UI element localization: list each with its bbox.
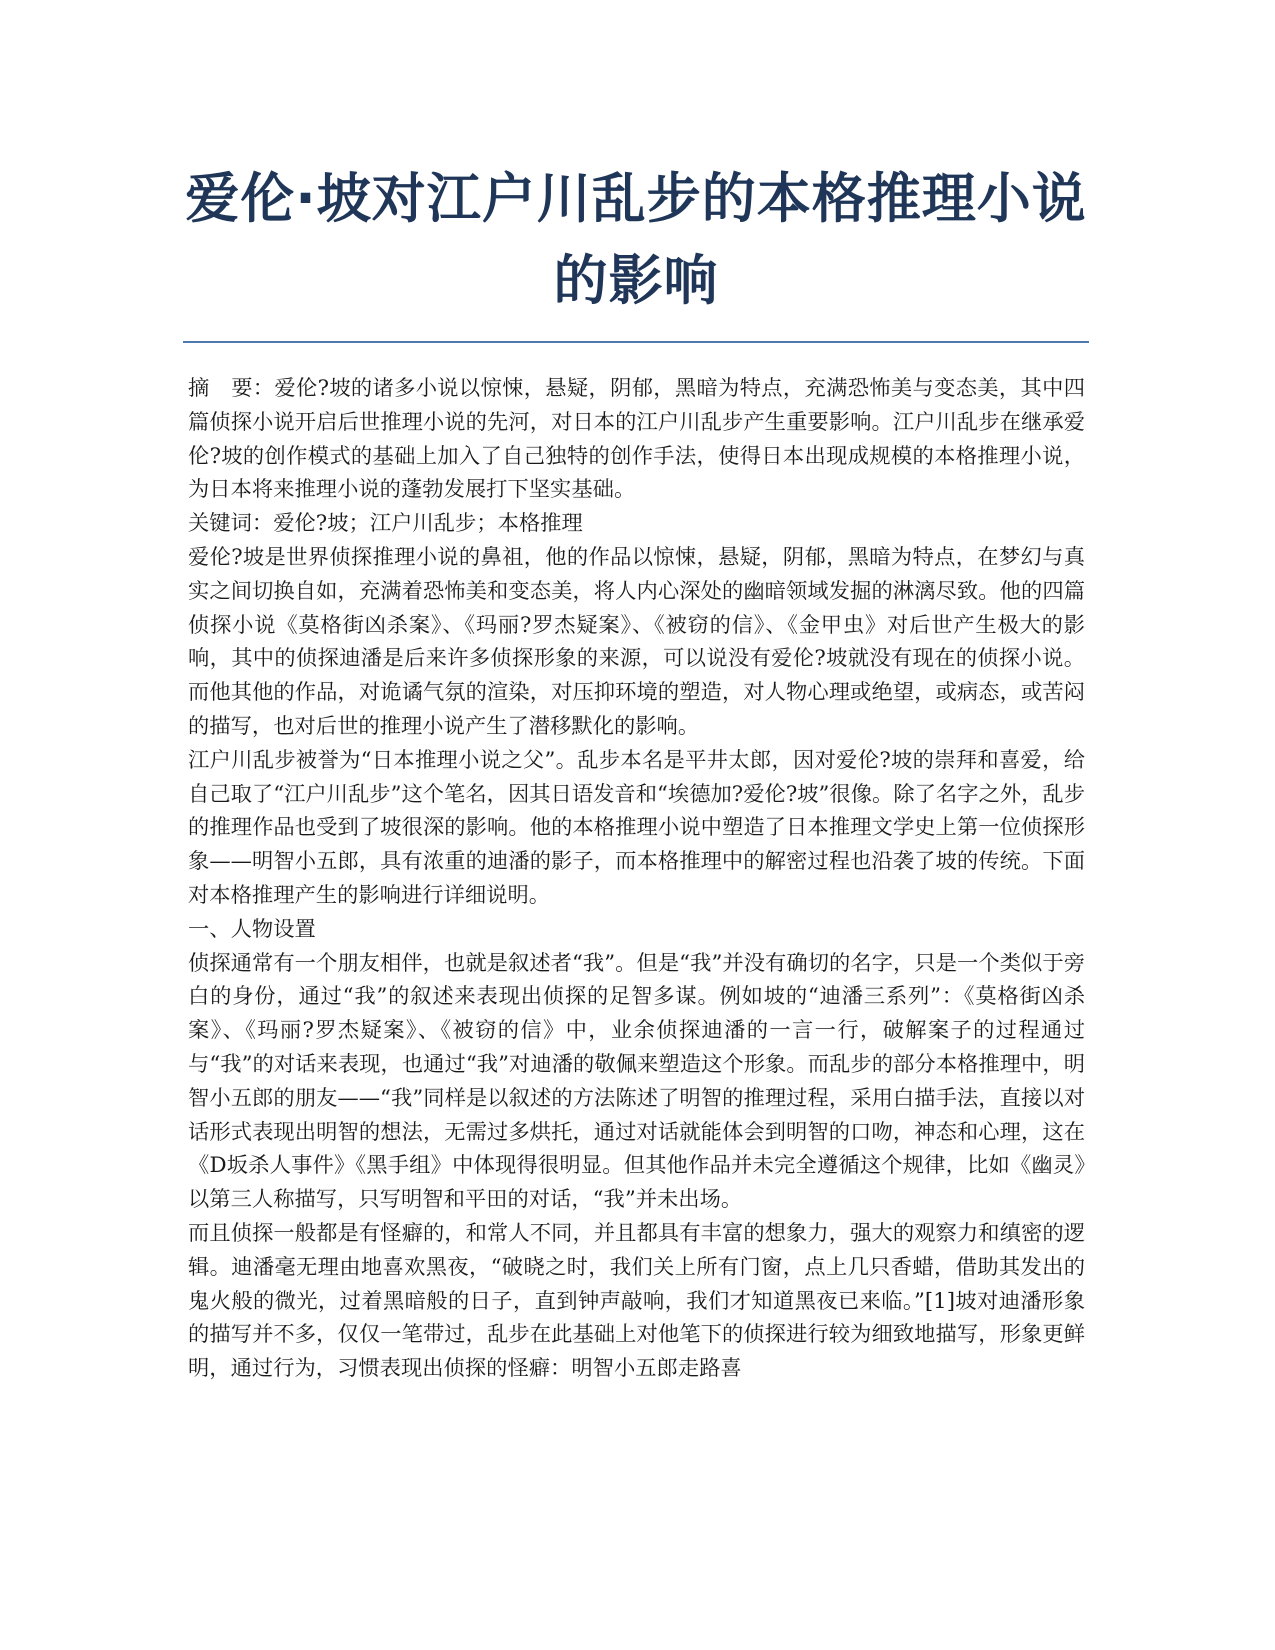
body-paragraph-quirks: 而且侦探一般都是有怪癖的，和常人不同，并且都具有丰富的想象力，强大的观察力和缜密的逻辑。迪潘毫无理由地喜欢黑夜，“破晓之时，我们关上所有门窗，点上几只香蜡，借助其发出的鬼火般的微光，过着黑暗般的日子，直到钟声敲响，我们才知道黑夜已来临。”[1]坡对迪潘形象的描写并不多，仅仅一笔带过，乱步在此基础上对他笔下的侦探进行较为细致地描写，形象更鲜明，通过行为，习惯表现出侦探的怪癖：明智小五郎走路喜	[188, 1220, 1085, 1382]
abstract-paragraph: 摘 要：爱伦?坡的诸多小说以惊悚，悬疑，阴郁，黑暗为特点，充满恐怖美与变态美，其中四篇侦探小说开启后世推理小说的先河，对日本的江户川乱步产生重要影响。江户川乱步在继承爱伦?坡的创作模式的基础上加入了自己独特的创作手法，使得日本出现成规模的本格推理小说，为日本将来推理小说的蓬勃发展打下坚实基础。	[188, 376, 1085, 503]
section-heading-characters: 一、人物设置	[188, 916, 316, 942]
keywords-line: 关键词：爱伦?坡；江户川乱步；本格推理	[188, 511, 583, 537]
body-paragraph-intro-rampo: 江户川乱步被誉为“日本推理小说之父”。乱步本名是平井太郎，因对爱伦?坡的崇拜和喜爱，给自己取了“江户川乱步”这个笔名，因其日语发音和“埃德加?爱伦?坡”很像。除了名字之外，乱步的推理作品也受到了坡很深的影响。他的本格推理小说中塑造了日本推理文学史上第一位侦探形象——明智小五郎，具有浓重的迪潘的影子，而本格推理中的解密过程也沿袭了坡的传统。下面对本格推理产生的影响进行详细说明。	[188, 747, 1085, 908]
document-title: 爱伦·坡对江户川乱步的本格推理小说的影响	[185, 167, 1087, 312]
body-paragraph-intro-poe: 爱伦?坡是世界侦探推理小说的鼻祖，他的作品以惊悚，悬疑，阴郁，黑暗为特点，在梦幻与真实之间切换自如，充满着恐怖美和变态美，将人内心深处的幽暗领域发掘的淋漓尽致。他的四篇侦探小说《莫格街凶杀案》、《玛丽?罗杰疑案》、《被窃的信》、《金甲虫》对后世产生极大的影响，其中的侦探迪潘是后来许多侦探形象的来源，可以说没有爱伦?坡就没有现在的侦探小说。而他其他的作品，对诡谲气氛的渲染，对压抑环境的塑造，对人物心理或绝望，或病态，或苦闷的描写，也对后世的推理小说产生了潜移默化的影响。	[188, 544, 1085, 739]
title-divider	[183, 341, 1089, 343]
document-body	[188, 372, 1085, 1386]
body-paragraph-narrator: 侦探通常有一个朋友相伴，也就是叙述者“我”。但是“我”并没有确切的名字，只是一个类似于旁白的身份，通过“我”的叙述来表现出侦探的足智多谋。例如坡的“迪潘三系列”：《莫格街凶杀案》、《玛丽?罗杰疑案》、《被窃的信》中，业余侦探迪潘的一言一行，破解案子的过程通过与“我”的对话来表现，也通过“我”对迪潘的敬佩来塑造这个形象。而乱步的部分本格推理中，明智小五郎的朋友——“我”同样是以叙述的方法陈述了明智的推理过程，采用白描手法，直接以对话形式表现出明智的想法，无需过多烘托，通过对话就能体会到明智的口吻，神态和心理，这在《D坂杀人事件》《黑手组》中体现得很明显。但其他作品并未完全遵循这个规律，比如《幽灵》以第三人称描写，只写明智和平田的对话，“我”并未出场。	[188, 950, 1085, 1213]
